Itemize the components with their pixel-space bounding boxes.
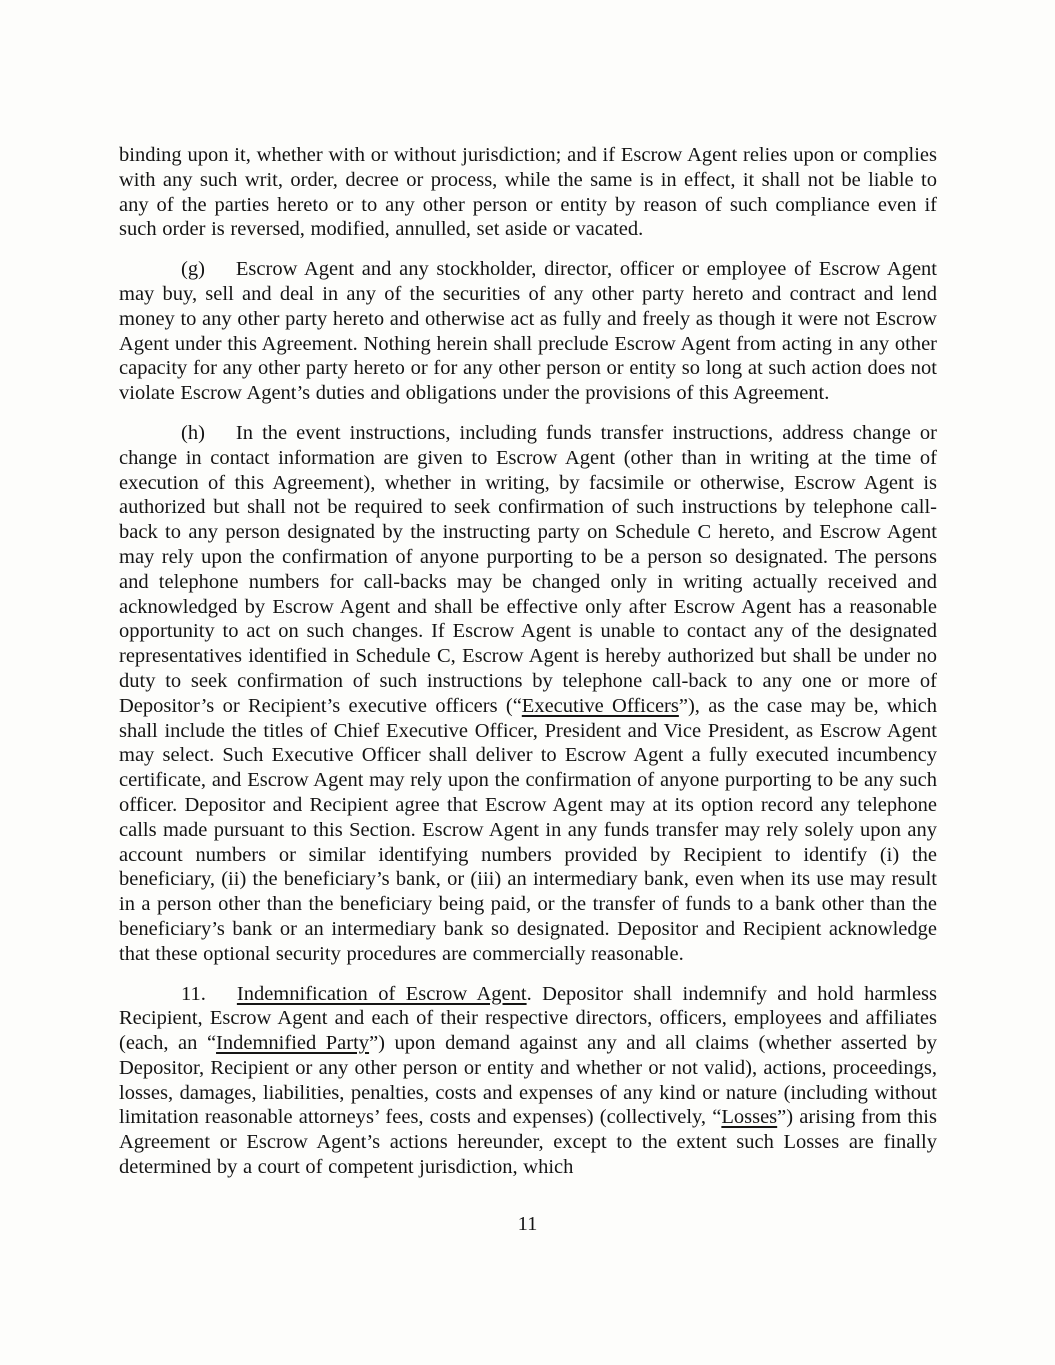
- text-run: 11.: [181, 982, 206, 1005]
- defined-term: Executive Officers: [521, 694, 679, 717]
- defined-term: Losses: [721, 1106, 778, 1129]
- paragraph-continuation: [119, 143, 937, 242]
- document-body: [119, 143, 937, 1195]
- text-run: ”) arising from this Agreement or Escrow Agent’s actions hereunder, except to the extent such Losses are finally determined by a court of competent jurisdiction, which: [119, 1106, 937, 1179]
- text-run: . Depositor shall indemnify and hold harmless Recipient, Escrow Agent and each of their respective directors, officers, employees and affiliates (each, an “: [119, 982, 937, 1055]
- defined-term: Indemnification of Escrow Agent: [236, 982, 527, 1005]
- clause-h: [119, 421, 937, 967]
- text-run: (g): [181, 258, 205, 281]
- page-number: 11: [517, 1213, 538, 1235]
- text-run: (h): [181, 421, 205, 444]
- text-run: ”) upon demand against any and all claims (whether asserted by Depositor, Recipient or any other person or entity and whether or not valid), actions, proceedings, losses, damages, liabilities, penalties, costs and expenses of any kind or nature (including without limitation reasonable attorneys’ fees, costs and expenses) (collectively, “: [119, 1032, 937, 1129]
- text-run: Escrow Agent and any stockholder, director, officer or employee of Escrow Agent may buy, sell and deal in any of the securities of any other party hereto and contract and lend money to any other party hereto and otherwise act as fully and freely as though it were not Escrow Agent under this Agreement. Nothing herein shall preclude Escrow Agent from acting in any other capacity for any other party hereto or for any other person or entity so long at such action does not violate Escrow Agent’s duties and obligations under the provisions of this Agreement.: [119, 258, 937, 405]
- defined-term: Indemnified Party: [216, 1032, 370, 1055]
- clause-g: [119, 257, 937, 406]
- section-11-indemnification: [119, 982, 937, 1180]
- text-run: binding upon it, whether with or without jurisdiction; and if Escrow Agent relies upon or complies with any such writ, order, decree or process, while the same is in effect, it shall not be liable to any of the parties hereto or to any other person or entity by reason of such compliance even if such order is reversed, modified, annulled, set aside or vacated.: [119, 144, 937, 241]
- text-run: ”), as the case may be, which shall include the titles of Chief Executive Officer, President and Vice President, as Escrow Agent may select. Such Executive Officer shall deliver to Escrow Agent a fully executed incumbency certificate, and Escrow Agent may rely upon the confirmation of anyone purporting to be any such officer. Depositor and Recipient agree that Escrow Agent may at its option record any telephone calls made pursuant to this Section. Escrow Agent in any funds transfer may rely solely upon any account numbers or similar identifying numbers provided by Recipient to identify (i) the beneficiary, (ii) the beneficiary’s bank, or (iii) an intermediary bank, even when its use may result in a person other than the beneficiary being paid, or the transfer of funds to a bank other than the beneficiary’s bank or an intermediary bank so designated. Depositor and Recipient acknowledge that these optional security procedures are commercially reasonable.: [119, 694, 937, 965]
- text-run: In the event instructions, including funds transfer instructions, address change or change in contact information are given to Escrow Agent (other than in writing at the time of execution of this Agreement), whether in writing, by facsimile or otherwise, Escrow Agent is authorized but shall not be required to seek confirmation of such instructions by telephone call-back to any person designated by the instructing party on Schedule C hereto, and Escrow Agent may rely upon the confirmation of anyone purporting to be a person so designated. The persons and telephone numbers for call-backs may be changed only in writing actually received and acknowledged by Escrow Agent and shall be effective only after Escrow Agent has a reasonable opportunity to act on such changes. If Escrow Agent is unable to contact any of the designated representatives identified in Schedule C, Escrow Agent is hereby authorized but shall be under no duty to seek confirmation of such instructions by telephone call-back to any one or more of Depositor’s or Recipient’s executive officers (“: [119, 421, 937, 717]
